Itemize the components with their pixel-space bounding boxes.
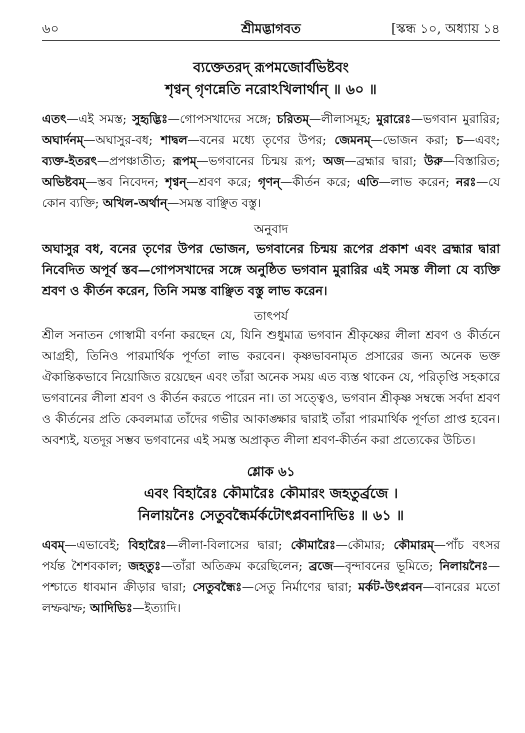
synonym-meaning: —স্তব নিবেদন; <box>85 175 166 189</box>
synonym-word: গৃণন্ <box>257 175 281 189</box>
synonym-word: নরঃ <box>456 175 477 189</box>
synonym-word: অখিল-অর্থান্ <box>102 196 168 210</box>
synonym-word: জেমনম্ <box>334 133 371 147</box>
synonym-word: অভিষ্টবম্ <box>42 175 86 189</box>
canto-chapter: [স্কন্ধ ১০, অধ্যায় ১৪ <box>391 22 500 37</box>
synonym-word: এতৎ <box>42 112 67 126</box>
shloka-61-label: শ্লোক ৬১ <box>246 465 296 480</box>
synonym-meaning: —ভগবানের চিন্ময় রূপ; <box>196 154 324 168</box>
synonym-word: সেতুবন্ধৈঃ <box>192 580 242 594</box>
synonym-word: এবম্ <box>42 538 65 552</box>
book-title: শ্রীমদ্ভাগবত <box>241 22 301 37</box>
synonym-meaning: —এভাবেই; <box>64 538 129 552</box>
synonym-meaning: —পশ্চাতে ধাবমান ক্রীড়ার দ্বারা; <box>42 559 500 594</box>
synonym-word: এতি <box>357 175 379 189</box>
synonym-meaning: —লীলা-বিলাসের দ্বারা; <box>166 538 291 552</box>
synonym-meaning: —ইত্যাদি। <box>132 601 181 615</box>
synonym-meaning: —প্রপঞ্চাতীত; <box>97 154 173 168</box>
synonym-word: আদিভিঃ <box>89 601 133 615</box>
synonym-word: অজ <box>323 154 345 168</box>
synonym-word: শাদ্বল <box>160 133 188 147</box>
synonym-meaning: —শ্রবণ করে; <box>186 175 258 189</box>
synonym-word: জহতুঃ <box>128 559 161 573</box>
synonym-word: মুরারেঃ <box>376 112 411 126</box>
purport-heading: তাৎপর্য <box>254 309 288 323</box>
verse-61-line-2: নিলায়নৈঃ সেতুবন্ধৈর্মর্কটোৎপ্লবনাদিভিঃ ॥ ৬১ ॥ <box>138 508 404 524</box>
synonym-meaning: —লাভ করেন; <box>378 175 457 189</box>
synonym-meaning: —সমস্ত বাঞ্ছিত বস্তু। <box>167 196 262 210</box>
synonym-word: চরিতম্ <box>276 112 310 126</box>
page-header <box>42 18 500 41</box>
synonym-meaning: —বিস্তারিত; <box>442 154 501 168</box>
synonym-meaning: —গোপসখাদের সঙ্গে; <box>167 112 277 126</box>
synonym-meaning: —সেতু নির্মাণের দ্বারা; <box>241 580 359 594</box>
synonym-word: চ <box>456 133 463 147</box>
synonym-meaning: —তাঁরা অতিক্রম করেছিলেন; <box>160 559 309 573</box>
synonym-meaning: —কৌমার; <box>335 538 394 552</box>
synonym-meaning: —পাঁচ বৎসর পর্যন্ত শৈশবকাল; <box>42 538 500 573</box>
synonym-word: ব্যক্ত-ইতরৎ <box>42 154 98 168</box>
page-number: ৬০ <box>42 22 59 37</box>
synonym-word: ব্রজে <box>308 559 333 573</box>
translation-heading: অনুবাদ <box>253 222 289 236</box>
synonym-word: বিহারৈঃ <box>128 538 167 552</box>
synonym-meaning: —বনের মধ্যে তৃণের উপর; <box>187 133 335 147</box>
synonym-meaning: —অঘাসুর-বধ; <box>83 133 161 147</box>
synonym-word: উরু <box>424 154 443 168</box>
synonym-word: কৌমারম্ <box>393 538 434 552</box>
verse-60-line-2: শৃণ্বন্ গৃণন্নেতি নরোঽখিলার্থান্ ॥ ৬০ ॥ <box>165 82 377 98</box>
synonym-meaning: —ভগবান মুরারির; <box>410 112 500 126</box>
verse-60-line-1: ব্যক্তেতরদ্ রূপমজোর্বভিষ্টবং <box>193 60 349 76</box>
synonym-meaning: —বানরের মতো লম্ফঝম্ফ; <box>42 580 500 615</box>
synonym-meaning: —ব্রহ্মার দ্বারা; <box>344 154 425 168</box>
synonym-meaning: —লীলাসমূহ; <box>309 112 377 126</box>
synonym-meaning: —বৃন্দাবনের ভূমিতে; <box>332 559 440 573</box>
purport-60: শ্রীল সনাতন গোস্বামী বর্ণনা করছেন যে, যিনি শুধুমাত্র ভগবান শ্রীকৃষ্ণের লীলা শ্রবণ ও কীর্তনে আগ্রহী, তিনিও পারমার্থিক পূর্ণতা লাভ করবেন। কৃষ্ণভাবনামৃত প্রসারের জন্য অনেক ভক্ত ঐকান্তিকভাবে নিয়োজিত রয়েছেন এবং তাঁরা অনেক সময় এত ব্যস্ত থাকেন যে, পরিতৃপ্তি সহকারে ভগবানের লীলা শ্রবণ ও কীর্তন করতে পারেন না। তা সত্ত্বেও, ভগবান শ্রীকৃষ্ণ সম্বন্ধে সর্বদা শ্রবণ ও কীর্তনের প্রতি কেবলমাত্র তাঁদের গভীর আকাঙ্ক্ষার দ্বারাই তাঁরা পারমার্থিক পূর্ণতা প্রাপ্ত হবেন। অবশ্যই, যতদূর সম্ভব ভগবানের এই সমস্ত অপ্রাকৃত লীলা শ্রবণ-কীর্তন করা প্রত্যেকের উচিত। <box>42 328 500 447</box>
synonyms-61 <box>42 535 500 619</box>
synonyms-60 <box>42 109 500 214</box>
translation-60: অঘাসুর বধ, বনের তৃণের উপর ভোজন, ভগবানের চিন্ময় রূপের প্রকাশ এবং ব্রহ্মার দ্বারা নিবেদিত অপূর্ব স্তব—গোপসখাদের সঙ্গে অনুষ্ঠিত ভগবান মুরারির এই সমস্ত লীলা যে ব্যক্তি শ্রবণ ও কীর্তন করেন, তিনি সমস্ত বাঞ্ছিত বস্তু লাভ করেন। <box>42 241 500 298</box>
synonym-meaning: —এবং; <box>462 133 500 147</box>
synonym-word: সুহৃদ্ভিঃ <box>132 112 168 126</box>
synonym-meaning: —ভোজন করা; <box>370 133 457 147</box>
synonym-word: কৌমারৈঃ <box>290 538 336 552</box>
synonym-meaning: —কীর্তন করে; <box>280 175 358 189</box>
synonym-meaning: —যে কোন ব্যক্তি; <box>42 175 500 210</box>
synonym-word: শৃণ্বন্ <box>165 175 187 189</box>
verse-61-line-1: এবং বিহারৈঃ কৌমারৈঃ কৌমারং জহতুর্ব্রজে । <box>144 486 398 502</box>
synonym-meaning: —এই সমস্ত; <box>66 112 133 126</box>
synonym-word: রূপম্ <box>172 154 197 168</box>
book-page <box>42 18 500 619</box>
synonym-word: মর্কট-উৎপ্লবন <box>358 580 423 594</box>
synonym-word: নিলায়নৈঃ <box>439 559 488 573</box>
synonym-word: অঘার্দনম্ <box>42 133 84 147</box>
